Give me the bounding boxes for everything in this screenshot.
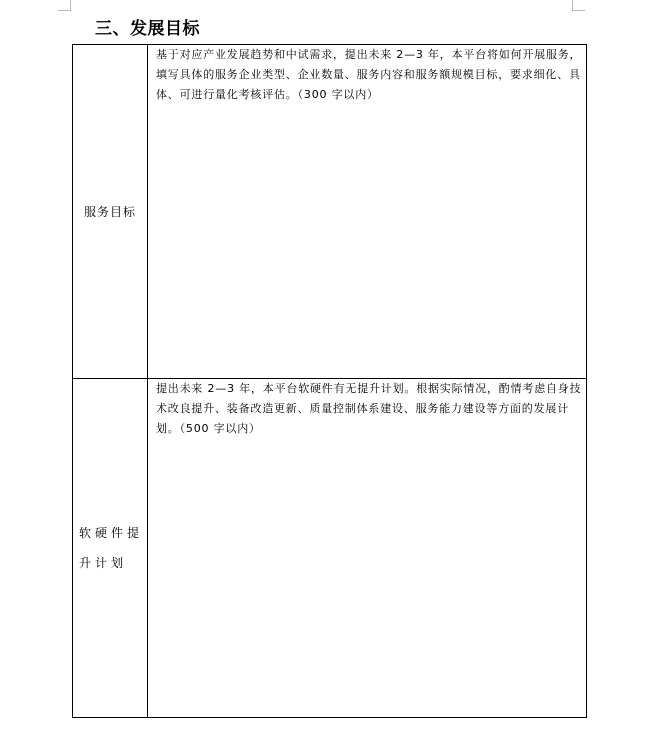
upgrade-plan-label: 软硬件提升计划 — [73, 379, 148, 718]
development-goals-table — [72, 44, 587, 718]
upgrade-plan-content[interactable]: 提出未来 2—3 年，本平台软硬件有无提升计划。根据实际情况，酌情考虑自身技术改良提升、装备改造更新、质量控制体系建设、服务能力建设等方面的发展计划。（500 字以内） — [148, 379, 587, 718]
table-row-upgrade-plan — [73, 379, 587, 718]
page-margin-corner-right — [572, 0, 585, 11]
page-margin-corner-left — [58, 0, 71, 11]
section-title: 三、发展目标 — [95, 19, 200, 39]
service-goals-label: 服务目标 — [73, 45, 148, 379]
table-row-service-goals — [73, 45, 587, 379]
service-goals-content[interactable]: 基于对应产业发展趋势和中试需求，提出未来 2—3 年，本平台将如何开展服务，填写具体的服务企业类型、企业数量、服务内容和服务额规模目标，要求细化、具体、可进行量化考核评估。（300 字以内） — [148, 45, 587, 379]
